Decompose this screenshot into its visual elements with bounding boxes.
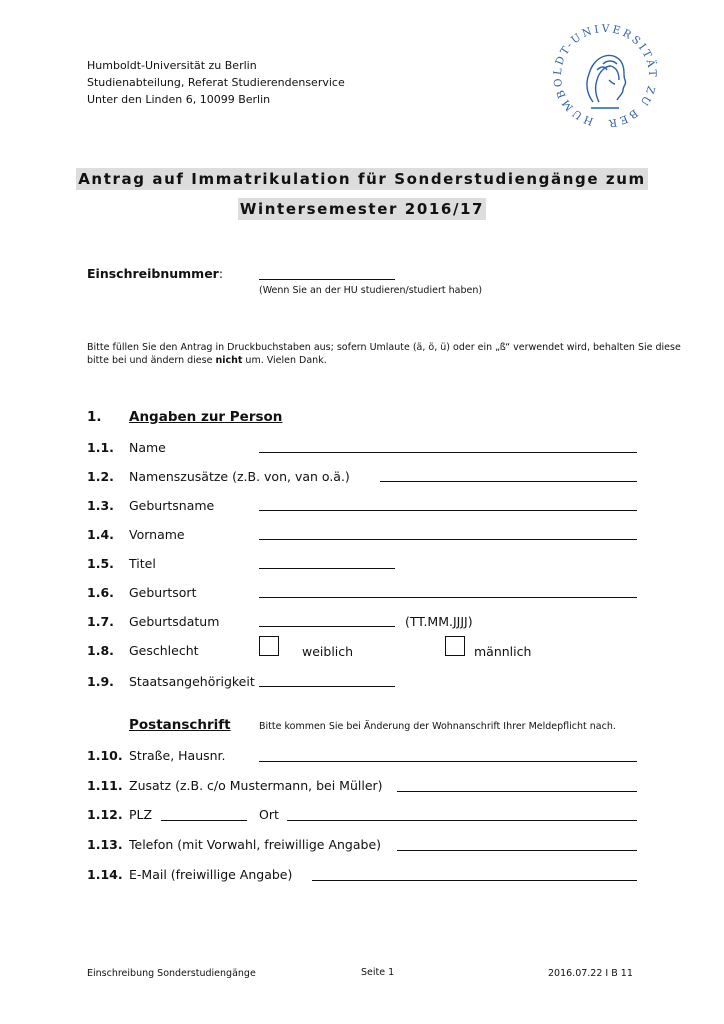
field-number: 1.5. (87, 556, 114, 571)
einschreibnummer-field[interactable] (259, 279, 395, 280)
address-line-2: Studienabteilung, Referat Studierendenservice (87, 76, 345, 89)
name-label: Name (129, 440, 166, 455)
svg-text:HUMBOLDT-UNIVERSITÄT ZU BERLIN (547, 24, 660, 129)
address-line-1: Humboldt-Universität zu Berlin (87, 59, 257, 72)
footer-page-number: Seite 1 (361, 967, 395, 978)
postanschrift-hint: Bitte kommen Sie bei Änderung der Wohnanschrift Ihrer Meldepflicht nach. (259, 721, 616, 732)
field-number: 1.4. (87, 527, 114, 542)
document-title-line-2: Wintersemester 2016/17 (239, 200, 485, 218)
strasse-field[interactable] (259, 761, 637, 762)
field-number: 1.14. (87, 867, 123, 882)
geburtsort-label: Geburtsort (129, 585, 197, 600)
seal-text: HUMBOLDT-UNIVERSITÄT ZU BER (551, 24, 659, 130)
plz-field[interactable] (161, 820, 247, 821)
titel-label: Titel (129, 556, 156, 571)
email-label: E-Mail (freiwillige Angabe) (129, 867, 293, 882)
name-field[interactable] (259, 452, 637, 453)
staatsangehoerigkeit-label: Staatsangehörigkeit (129, 674, 255, 689)
geburtsname-label: Geburtsname (129, 498, 215, 513)
einschreibnummer-label: Einschreibnummer: (87, 266, 224, 281)
field-number: 1.6. (87, 585, 114, 600)
address-line-3: Unter den Linden 6, 10099 Berlin (87, 93, 271, 106)
weiblich-checkbox[interactable] (259, 636, 279, 656)
university-seal-logo (547, 24, 663, 134)
field-number: 1.12. (87, 807, 123, 822)
ort-label: Ort (259, 807, 279, 822)
field-number: 1.9. (87, 674, 114, 689)
telefon-label: Telefon (mit Vorwahl, freiwillige Angabe) (129, 837, 382, 852)
postanschrift-title: Postanschrift (129, 717, 231, 733)
field-number: 1.11. (87, 778, 123, 793)
geburtsort-field[interactable] (259, 597, 637, 598)
zusatz-field[interactable] (397, 791, 637, 792)
field-number: 1.1. (87, 440, 114, 455)
maennlich-checkbox[interactable] (445, 636, 465, 656)
plz-label: PLZ (129, 807, 153, 822)
footer-right: 2016.07.22 I B 11 (548, 968, 633, 979)
geschlecht-label: Geschlecht (129, 643, 199, 658)
field-number: 1.13. (87, 837, 123, 852)
document-title-line-1: Antrag auf Immatrikulation für Sonderstudiengänge zum (78, 170, 646, 188)
field-number: 1.8. (87, 643, 114, 658)
field-number: 1.2. (87, 469, 114, 484)
weiblich-label: weiblich (302, 644, 354, 659)
geburtsdatum-label: Geburtsdatum (129, 614, 220, 629)
namenszusaetze-field[interactable] (380, 481, 637, 482)
geburtsdatum-field[interactable] (259, 626, 395, 627)
field-number: 1.3. (87, 498, 114, 513)
geburtsname-field[interactable] (259, 510, 637, 511)
einschreibnummer-hint: (Wenn Sie an der HU studieren/studiert haben) (259, 285, 483, 296)
zusatz-label: Zusatz (z.B. c/o Mustermann, bei Müller) (129, 778, 383, 793)
email-field[interactable] (312, 880, 637, 881)
instructions-text: Bitte füllen Sie den Antrag in Druckbuchstaben aus; sofern Umlaute (ä, ö, ü) oder ein „ß“ verwendet wird, behalten Sie diese bitte bei und ändern diese nicht um. Vielen Dank. (87, 342, 681, 366)
maennlich-label: männlich (474, 644, 532, 659)
namenszusaetze-label: Namenszusätze (z.B. von, van o.ä.) (129, 469, 350, 484)
strasse-label: Straße, Hausnr. (129, 748, 226, 763)
section-1-number: 1. (87, 409, 102, 425)
field-number: 1.10. (87, 748, 123, 763)
titel-field[interactable] (259, 568, 395, 569)
ort-field[interactable] (287, 820, 637, 821)
staatsangehoerigkeit-field[interactable] (259, 686, 395, 687)
field-number: 1.7. (87, 614, 114, 629)
footer-left: Einschreibung Sonderstudiengänge (87, 968, 256, 979)
date-format-hint: (TT.MM.JJJJ) (405, 614, 473, 629)
vorname-label: Vorname (129, 527, 185, 542)
section-1-title: Angaben zur Person (129, 409, 283, 425)
vorname-field[interactable] (259, 539, 637, 540)
telefon-field[interactable] (397, 850, 637, 851)
